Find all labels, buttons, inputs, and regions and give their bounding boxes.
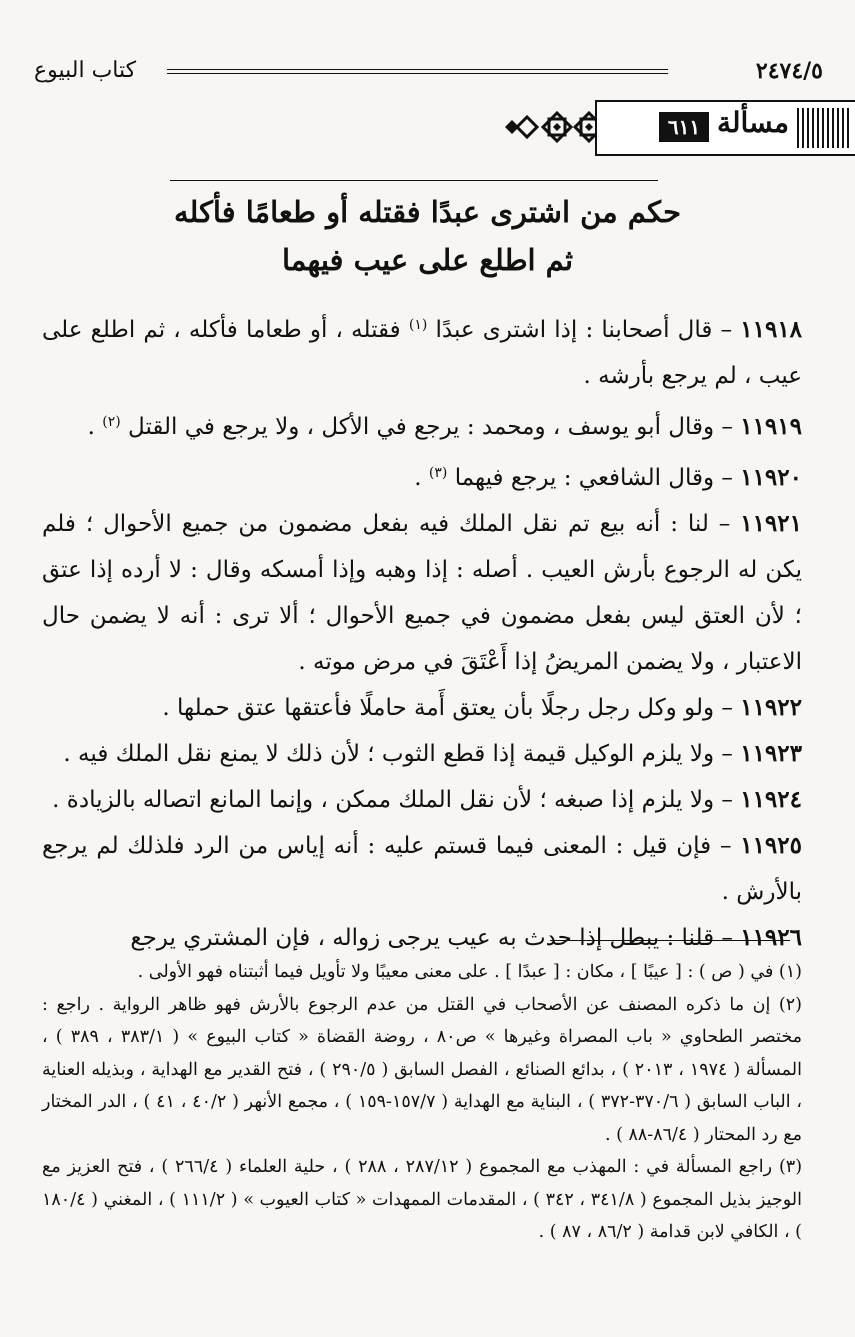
paragraph: ١١٩٢٤ – ولا يلزم إذا صبغه ؛ لأن نقل الملك ممكن ، وإنما المانع اتصاله بالزيادة .: [52, 786, 802, 813]
chapter-title-line-2: ثم اطلع على عيب فيهما: [281, 243, 574, 277]
paragraph-text: وقال أبو يوسف ، ومحمد : يرجع في الأكل ، ولا يرجع في القتل: [128, 414, 715, 440]
paragraph-number: ١١٩١٩: [740, 413, 802, 440]
paragraph-text: فإن قيل : المعنى فيما قستم عليه : أنه إياس من الرد فلذلك لم يرجع بالأرش .: [42, 833, 802, 905]
paragraph-text: .: [414, 465, 422, 491]
paragraph-number: ١١٩٢٠: [740, 464, 802, 491]
paragraph-number: ١١٩٢٥: [740, 832, 802, 859]
paragraph-text: ولا يلزم الوكيل قيمة إذا قطع الثوب ؛ لأن ذلك لا يمنع نقل الملك فيه .: [63, 741, 715, 767]
paragraph-text: فقتله ، أو طعاما فأكله ، ثم اطلع على عيب ، لم يرجع بأرشه .: [42, 317, 802, 389]
banner-bars: [797, 108, 849, 148]
book-title: كتاب البيوع: [34, 58, 137, 83]
footnote-rule: [550, 940, 790, 941]
page-number: ٢٤٧٤/٥: [755, 58, 823, 84]
paragraph: ١١٩٢٠ – وقال الشافعي : يرجع فيهما $^{(٣)}$ .: [414, 464, 802, 491]
footnote: (٢) إن ما ذكره المصنف عن الأصحاب في القتل من عدم الرجوع بالأرش فهو ظاهر الرواية . راجع : مختصر الطحاوي « باب المصراة وغيرها » ص٨٠ ، روضة القضاة « كتاب البيوع » ( ٣٨٣/١ ، ٣٨٩ ) ، المسألة ( ١٩٧٤ ، ٢٠١٣ ) ، بدائع الصنائع ، الفصل السابق ( ٢٩٠/٥ ) ، فتح القدير مع الهداية ، وبذيله العناية ، الباب السابق ( ٣٧٠/٦-٣٧٢ ) ، البناية مع الهداية ( ١٥٧/٧-١٥٩ ) ، مجمع الأنهر ( ٤٠/٢ ، ٤١ ) ، الدر المختار مع رد المحتار ( ٨٦/٤-٨٨ ) .: [42, 994, 803, 1145]
paragraph-text: قلنا : يبطل إذا حدث به عيب يرجى زواله ، فإن المشتري يرجع: [130, 925, 715, 951]
chapter-title-line-1: حكم من اشترى عبدًا فقتله أو طعامًا فأكله: [173, 195, 682, 229]
paragraph-number: ١١٩٢٢: [740, 694, 802, 721]
banner-frame: [595, 100, 855, 156]
footnote: (١) في ( ص ) : [ عيبًا ] ، مكان : [ عبدًا ] . على معنى معيبًا ولا تأويل فيما أثبتناه فهو الأولى .: [137, 962, 802, 982]
paragraph-number: ١١٩٢٤: [740, 786, 802, 813]
footnote-ref: (٣): [428, 465, 448, 481]
main-text: [42, 302, 802, 961]
paragraph-number: ١١٩٢١: [740, 510, 802, 537]
paragraph: ١١٩٢٦ – قلنا : يبطل إذا حدث به عيب يرجى زواله ، فإن المشتري يرجع: [130, 924, 802, 951]
paragraph: ١١٩١٨ – قال أصحابنا : إذا اشترى عبدًا $^{(١)}$ فقتله ، أو طعاما فأكله ، ثم اطلع على عيب ، لم يرجع بأرشه .: [42, 316, 803, 389]
footnote-ref: (١): [408, 317, 428, 333]
paragraph: ١١٩٢٥ – فإن قيل : المعنى فيما قستم عليه : أنه إياس من الرد فلذلك لم يرجع بالأرش .: [42, 832, 802, 905]
paragraph: ١١٩١٩ – وقال أبو يوسف ، ومحمد : يرجع في الأكل ، ولا يرجع في القتل $^{(٢)}$ .: [87, 413, 802, 440]
header-rule: [167, 69, 668, 74]
paragraph: ١١٩٢٣ – ولا يلزم الوكيل قيمة إذا قطع الثوب ؛ لأن ذلك لا يمنع نقل الملك فيه .: [63, 740, 802, 767]
masala-label: مسألة: [716, 106, 789, 139]
running-header: [22, 58, 833, 88]
paragraph-text: ولو وكل رجل رجلًا بأن يعتق أَمة حاملًا فأعتقها عتق حملها .: [162, 695, 715, 721]
paragraph-text: وقال الشافعي : يرجع فيهما: [454, 465, 715, 491]
masala-number: ٦١١: [659, 112, 709, 142]
footnote-ref: (٢): [102, 414, 121, 430]
masala-banner: [505, 100, 855, 156]
paragraph-text: قال أصحابنا : إذا اشترى عبدًا: [435, 317, 713, 343]
chapter-title: [60, 188, 795, 284]
paragraph-number: ١١٩٢٦: [740, 924, 802, 951]
title-rule: [170, 180, 658, 181]
paragraph-number: ١١٩٢٣: [740, 740, 802, 767]
paragraph-text: .: [87, 414, 95, 440]
footnote: (٣) راجع المسألة في : المهذب مع المجموع ( ٢٨٧/١٢ ، ٢٨٨ ) ، حلية العلماء ( ٢٦٦/٤ ) ، فتح العزيز مع الوجيز بذيل المجموع ( ٣٤١/٨ ، ٣٤٢ ) ، المقدمات الممهدات « كتاب العيوب » ( ١١١/٢ ) ، المغني ( ١٨٠/٤ ) ، الكافي لابن قدامة ( ٨٦/٢ ، ٨٧ ) .: [42, 1157, 803, 1242]
paragraph: ١١٩٢١ – لنا : أنه بيع تم نقل الملك فيه بفعل مضمون من جميع الأحوال ؛ فلم يكن له الرجوع بأرش العيب . أصله : إذا وهبه وإذا أمسكه وقال : لا أرده إذا عتق ؛ لأن العتق ليس بفعل مضمون في جميع الأحوال ؛ ألا ترى : أنه لا يضمن حال الاعتبار ، ولا يضمن المريضُ إذا أَعْتَقَ في مرض موته .: [42, 510, 802, 675]
paragraph-number: ١١٩١٨: [740, 316, 803, 343]
paragraph: ١١٩٢٢ – ولو وكل رجل رجلًا بأن يعتق أَمة حاملًا فأعتقها عتق حملها .: [162, 694, 802, 721]
footnotes: [42, 956, 802, 1249]
paragraph-text: لنا : أنه بيع تم نقل الملك فيه بفعل مضمون من جميع الأحوال ؛ فلم يكن له الرجوع بأرش العيب . أصله : إذا وهبه وإذا أمسكه وقال : لا أرده إذا عتق ؛ لأن العتق ليس بفعل مضمون في جميع الأحوال ؛ ألا ترى : أنه لا يضمن حال الاعتبار ، ولا يضمن المريضُ إذا أَعْتَقَ في مرض موته .: [42, 511, 802, 675]
paragraph-text: ولا يلزم إذا صبغه ؛ لأن نقل الملك ممكن ، وإنما المانع اتصاله بالزيادة .: [52, 787, 715, 813]
